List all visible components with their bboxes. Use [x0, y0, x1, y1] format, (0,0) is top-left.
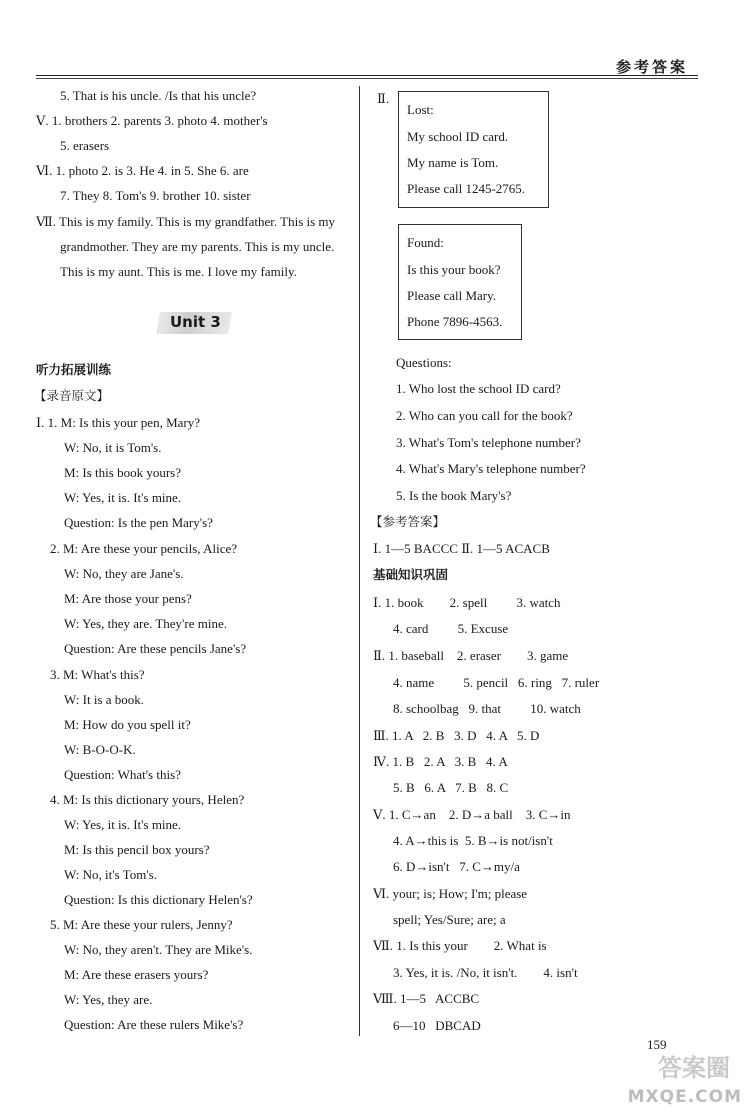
answer-line: 5. That is his uncle. /Is that his uncle?	[60, 88, 257, 103]
basic-line: spell; Yes/Sure; are; a	[393, 912, 506, 927]
basic-line: Ⅶ. 1. Is this your 2. What is	[373, 938, 547, 953]
answer-line: grandmother. They are my parents. This is my uncle.	[60, 239, 335, 254]
section-numeral: Ⅱ.	[377, 91, 390, 106]
script-line: M: Is this pencil box yours?	[64, 842, 210, 857]
script-line: W: It is a book.	[64, 692, 145, 707]
script-line: W: Yes, it is. It's mine.	[64, 490, 182, 505]
answer-line: 5. erasers	[60, 138, 110, 153]
script-line: Question: Are these rulers Mike's?	[64, 1017, 244, 1032]
page-number: 159	[647, 1037, 667, 1052]
answer-line: Ⅶ. This is my family. This is my grandfather. This is my	[36, 214, 336, 229]
notice-line: Please call Mary.	[407, 288, 497, 303]
notice-line: Found:	[407, 235, 444, 250]
script-line: Question: What's this?	[64, 767, 181, 782]
script-line: Question: Are these pencils Jane's?	[64, 641, 247, 656]
notice-line: My school ID card.	[407, 129, 509, 144]
basic-line: 5. B 6. A 7. B 8. C	[393, 780, 509, 795]
basic-line: Ⅴ. 1. C→an 2. D→a ball 3. C→in	[373, 807, 571, 822]
answer-line: Ⅵ. 1. photo 2. is 3. He 4. in 5. She 6. are	[36, 163, 249, 178]
script-line: W: No, it is Tom's.	[64, 440, 162, 455]
lost-notice	[398, 91, 549, 208]
basic-line: 4. A→this is 5. B→is not/isn't	[393, 833, 553, 848]
column-divider	[359, 86, 360, 1036]
basic-line: 8. schoolbag 9. that 10. watch	[393, 701, 581, 716]
basic-line: Ⅷ. 1—5 ACCBC	[373, 991, 480, 1006]
question-line: 2. Who can you call for the book?	[396, 408, 573, 423]
question-line: Questions:	[396, 355, 452, 370]
script-line: 2. M: Are these your pencils, Alice?	[50, 541, 238, 556]
listening-answers: Ⅰ. 1—5 BACCC Ⅱ. 1—5 ACACB	[373, 541, 550, 556]
notice-line: My name is Tom.	[407, 155, 499, 170]
listening-title: 听力拓展训练	[36, 362, 112, 377]
script-line: 3. M: What's this?	[50, 667, 145, 682]
script-line: W: No, they are Jane's.	[64, 566, 184, 581]
watermark: MXQE.COM	[627, 1087, 742, 1107]
header-rule	[36, 75, 698, 76]
header-rule-thin	[36, 78, 698, 79]
basic-line: 6. D→isn't 7. C→my/a	[393, 859, 520, 874]
question-line: 4. What's Mary's telephone number?	[396, 461, 586, 476]
script-line: Ⅰ. 1. M: Is this your pen, Mary?	[36, 415, 201, 430]
notice-line: Is this your book?	[407, 262, 501, 277]
basic-line: Ⅲ. 1. A 2. B 3. D 4. A 5. D	[373, 728, 540, 743]
basic-line: 6—10 DBCAD	[393, 1018, 481, 1033]
script-line: W: Yes, they are.	[64, 992, 153, 1007]
notice-line: Please call 1245-2765.	[407, 181, 526, 196]
script-line: Question: Is the pen Mary's?	[64, 515, 213, 530]
basic-line: Ⅱ. 1. baseball 2. eraser 3. game	[373, 648, 569, 663]
answer-line: This is my aunt. This is me. I love my family.	[60, 264, 297, 279]
script-line: W: Yes, it is. It's mine.	[64, 817, 182, 832]
basic-line: Ⅵ. your; is; How; I'm; please	[373, 886, 528, 901]
script-line: Question: Is this dictionary Helen's?	[64, 892, 253, 907]
script-line: W: B-O-O-K.	[64, 742, 136, 757]
script-line: M: Are these erasers yours?	[64, 967, 209, 982]
answer-line: 7. They 8. Tom's 9. brother 10. sister	[60, 188, 251, 203]
script-line: M: Are those your pens?	[64, 591, 192, 606]
basic-title: 基础知识巩固	[373, 567, 449, 582]
script-line: M: How do you spell it?	[64, 717, 191, 732]
answer-label: 【参考答案】	[370, 514, 446, 529]
script-line: 4. M: Is this dictionary yours, Helen?	[50, 792, 245, 807]
basic-line: 3. Yes, it is. /No, it isn't. 4. isn't	[393, 965, 578, 980]
script-line: W: No, it's Tom's.	[64, 867, 157, 882]
basic-line: 4. card 5. Excuse	[393, 621, 509, 636]
notice-line: Phone 7896-4563.	[407, 314, 503, 329]
script-line: M: Is this book yours?	[64, 465, 181, 480]
script-line: 5. M: Are these your rulers, Jenny?	[50, 917, 233, 932]
notice-line: Lost:	[407, 102, 434, 117]
basic-line: 4. name 5. pencil 6. ring 7. ruler	[393, 675, 600, 690]
script-line: W: No, they aren't. They are Mike's.	[64, 942, 253, 957]
basic-line: Ⅳ. 1. B 2. A 3. B 4. A	[373, 754, 508, 769]
basic-line: Ⅰ. 1. book 2. spell 3. watch	[373, 595, 561, 610]
watermark-logo: 答案圈	[658, 1054, 730, 1082]
unit-title: Unit 3	[170, 313, 221, 331]
question-line: 5. Is the book Mary's?	[396, 488, 512, 503]
script-line: W: Yes, they are. They're mine.	[64, 616, 227, 631]
question-line: 3. What's Tom's telephone number?	[396, 435, 581, 450]
question-line: 1. Who lost the school ID card?	[396, 381, 561, 396]
found-notice	[398, 224, 522, 340]
header-title: 参考答案	[615, 58, 688, 76]
script-label: 【录音原文】	[34, 388, 110, 403]
answer-line: Ⅴ. 1. brothers 2. parents 3. photo 4. mother's	[36, 113, 268, 128]
